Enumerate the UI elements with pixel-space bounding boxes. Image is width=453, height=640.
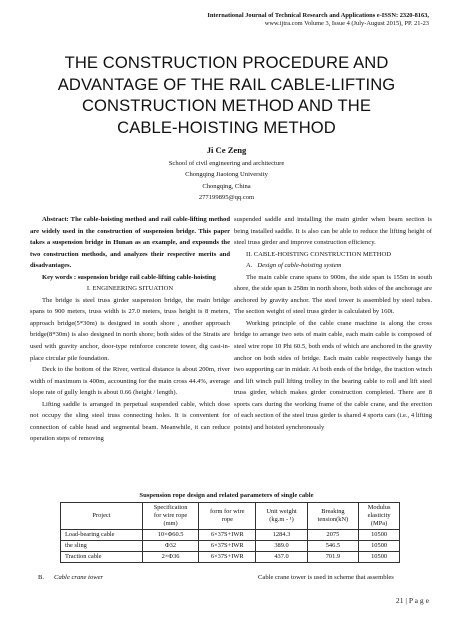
table-cell: 10×Φ60.5 <box>142 530 198 541</box>
paragraph: suspended saddle and installing the main girder when beam section is being installed saddle. It is also can be able to reduce the lifting height of steel truss girder and improve construction efficiency. <box>234 216 432 247</box>
table-cell: 10500 <box>359 552 400 563</box>
header-text: form for wire <box>210 508 245 515</box>
header-text: rope <box>221 516 233 523</box>
paragraph: The main cable crane spans to 900m, the side span is 155m in south shore, the side span is 258m in north shore, both sides of the anchorage are anchored by gravity anchor. The steel tower is assembled by steel tubes. The section weight of steel truss girder is calculated by 160t. <box>234 273 432 316</box>
author-email[interactable]: 277199895@qq.com <box>198 194 255 202</box>
table-row <box>61 530 400 541</box>
title-line-1: THE CONSTRUCTION PROCEDURE AND <box>64 53 389 72</box>
paragraph: Working principle of the cable crane machine is along the cross bridge to arrange two sets of main cable, each main cable is composed of steel wire rope 10 Phi 60.5, both ends of which are anchored in the gravity anchor on both sides of bridge. Each main cable respectively hangs the two supporting car in midair. At both ends of the bridge, the traction winch and lift winch pull lifting trolley in the bearing cable to roll and lift steel truss girder, which makes girder construction completed. There are 8 sports cars during the working frame of the cable crane, and the erection of each section of the steel truss girder is shared 4 sports cars (i.e., 4 lifting points) and hoisted synchronously <box>234 319 432 431</box>
page-number: 21 | P a g e <box>395 596 429 605</box>
paragraph: Deck to the bottom of the River, vertical distance is about 200m, river width of maximum is 400m, accounting for the main cross 44.4%, average slope rate of gully length is about 0.66 (height / length). <box>30 366 230 397</box>
col-header-unit-weight <box>256 503 307 530</box>
table-cell: 546.5 <box>307 541 359 552</box>
table-row <box>61 541 400 552</box>
col-header-modulus <box>359 503 400 530</box>
paragraph: The bridge is steel truss girder suspension bridge, the main bridge spans to 900 meters, truss width is 27.0 meters, truss height is 8 meters, approach bridge(5*30m) is designed in south shore , another approach bridge(8*30m) is also designed in north shore; both sides of the Straits are used with gravity anchor, door-type reinforce concrete tower, dig cast-in-place circular pile foundation. <box>30 296 230 362</box>
col-header-form <box>199 503 256 530</box>
affiliation-school: School of civil engineering and architecture <box>168 160 285 167</box>
title-line-2: ADVANTAGE OF THE RAIL CABLE-LIFTING <box>57 74 396 94</box>
subsection-b-title: Cable crane tower <box>54 574 104 581</box>
subsection-a-title: Design of cable-hoisting system <box>257 262 342 270</box>
header-text: (kg.m - ¹) <box>269 516 294 523</box>
author-name: Ji Ce Zeng <box>206 145 247 155</box>
table-cell: Load-bearing cable <box>61 530 143 541</box>
keywords-text: suspension bridge rail cable-lifting cable-hoisting <box>76 273 216 281</box>
col-header-project: Project <box>61 503 143 530</box>
left-column <box>30 214 230 445</box>
journal-name: International Journal of Technical Research and Applications e-ISSN: 2320-8163, <box>207 12 429 19</box>
parameters-table <box>60 502 400 563</box>
table-cell: 2×Φ36 <box>142 552 198 563</box>
table-cell: 6×37S+IWR <box>199 541 256 552</box>
table-header-row <box>61 503 400 530</box>
table-cell: the sling <box>61 541 143 552</box>
header-text: Specification <box>153 504 188 511</box>
table-cell: 701.9 <box>307 552 359 563</box>
table-cell: 1284.3 <box>256 530 307 541</box>
title-line-3: CONSTRUCTION METHOD AND THE <box>81 96 372 115</box>
title-line-4: CABLE-HOISTING METHOD <box>117 117 336 137</box>
header-text: Breaking <box>321 508 345 515</box>
table-cell: 2075 <box>307 530 359 541</box>
abstract-text: The cable-hoisting method and rail cable-lifting method are widely used in the construction of suspension bridge. This paper takes a suspension bridge in Hunan as an example, and expounds the two construction methods, and analyzes their respective merits and disadvantages. <box>30 216 230 270</box>
affiliation <box>0 158 453 204</box>
paragraph: Lifting saddle is arranged in perpetual suspended cable, which dose not occupy the sling steel truss connecting holes. It is convenient for connection of cable head and segmental beam. Meanwhile, it can reduce operation steps of removing <box>30 400 230 443</box>
affiliation-university: Chongqing Jiaotong University <box>185 171 268 179</box>
subsection-b-label: B. <box>38 574 45 581</box>
header-text: for wire rope <box>153 512 188 519</box>
paper-title <box>20 52 433 138</box>
abstract-label: Abstract: <box>42 216 69 223</box>
journal-header <box>129 12 429 28</box>
table-row <box>61 552 400 563</box>
affiliation-city: Chongqing, China <box>202 182 251 190</box>
header-text: tension(kN) <box>317 516 349 523</box>
subsection-b-heading <box>38 574 103 581</box>
table-cell: 10500 <box>359 541 400 552</box>
table-cell: 10500 <box>359 530 400 541</box>
table-caption: Suspension rope design and related parameters of single cable <box>139 492 314 499</box>
right-column-continuation: Cable crane tower is used in scheme that assembles <box>258 574 394 581</box>
section-1-heading: I. ENGINEERING SITUATION <box>86 285 174 293</box>
header-text: elasticity <box>367 512 391 519</box>
header-text: (mm) <box>163 520 178 527</box>
table-cell: Traction cable <box>61 552 143 563</box>
subsection-a-heading <box>234 260 432 272</box>
table-cell: Φ32 <box>142 541 198 552</box>
table-cell: 6×37S+IWR <box>199 552 256 563</box>
abstract <box>30 214 230 272</box>
keywords <box>30 272 230 284</box>
header-text: (MPa) <box>370 520 388 527</box>
keywords-label: Key words : <box>42 273 77 281</box>
table-cell: 389.0 <box>256 541 307 552</box>
table-cell: 6×37S+IWR <box>199 530 256 541</box>
col-header-breaking-tension <box>307 503 359 530</box>
header-text: Modulus <box>367 504 391 511</box>
header-text: Unit weight <box>266 508 297 515</box>
table-cell: 437.0 <box>256 552 307 563</box>
section-2-heading: II. CABLE-HOISTING CONSTRUCTION METHOD <box>246 250 392 258</box>
col-header-spec <box>142 503 198 530</box>
subsection-a-label: A. <box>246 262 253 270</box>
right-column <box>234 214 432 433</box>
journal-issue: www.ijtra.com Volume 3, Issue 4 (July-August 2015), PP. 21-23 <box>264 20 429 27</box>
